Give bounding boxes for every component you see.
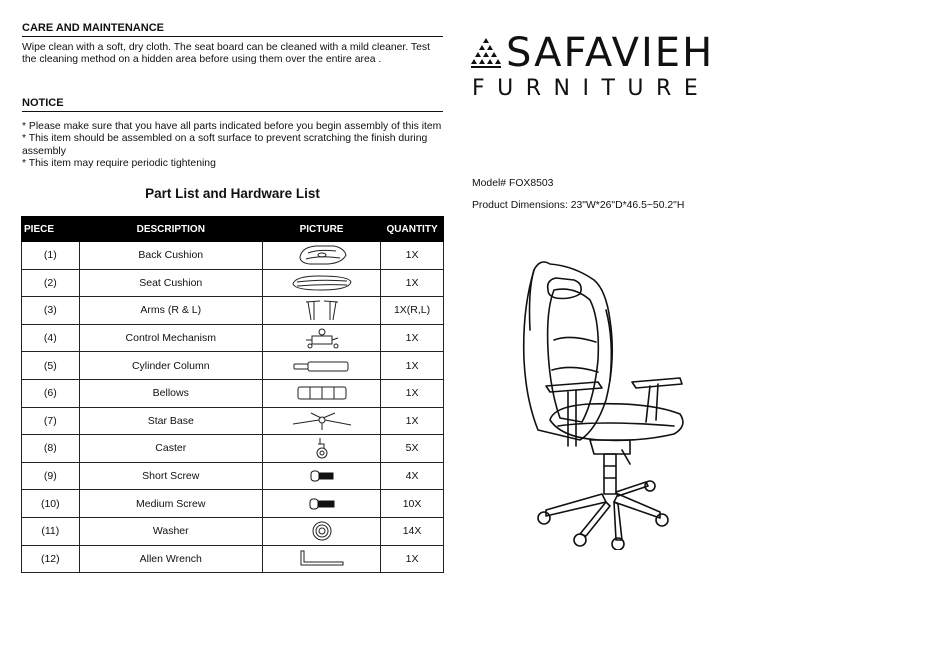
quantity-cell: 1X — [381, 242, 444, 270]
description-cell: Seat Cushion — [79, 269, 262, 297]
picture-cell — [262, 435, 380, 463]
piece-cell: (1) — [22, 242, 80, 270]
quantity-cell: 14X — [381, 517, 444, 545]
picture-cell — [262, 517, 380, 545]
quantity-cell: 1X — [381, 379, 444, 407]
allen-wrench-icon — [297, 549, 347, 569]
table-row — [22, 545, 444, 573]
medium-screw-icon — [308, 497, 336, 511]
description-cell: Caster — [79, 435, 262, 463]
quantity-cell: 1X — [381, 545, 444, 573]
piece-cell: (5) — [22, 352, 80, 380]
description-cell: Back Cushion — [79, 242, 262, 270]
table-row — [22, 269, 444, 297]
picture-cell — [262, 490, 380, 518]
piece-cell: (6) — [22, 379, 80, 407]
piece-cell: (2) — [22, 269, 80, 297]
cylinder-column-icon — [292, 358, 352, 374]
washer-icon — [310, 519, 334, 543]
brand-sub: FURNITURE — [472, 76, 711, 101]
description-cell: Cylinder Column — [79, 352, 262, 380]
piece-cell: (3) — [22, 297, 80, 325]
piece-cell: (12) — [22, 545, 80, 573]
quantity-cell: 1X — [381, 269, 444, 297]
description-cell: Arms (R & L) — [79, 297, 262, 325]
quantity-cell: 1X — [381, 352, 444, 380]
picture-cell — [262, 462, 380, 490]
header-picture: PICTURE — [262, 217, 380, 242]
table-row — [22, 517, 444, 545]
notice-item: * Please make sure that you have all parts indicated before you begin assembly of this item — [22, 121, 442, 132]
quantity-cell: 10X — [381, 490, 444, 518]
chair-illustration — [510, 250, 700, 550]
picture-cell — [262, 352, 380, 380]
table-row — [22, 379, 444, 407]
pyramid-logo-icon — [470, 36, 502, 72]
quantity-cell: 1X(R,L) — [381, 297, 444, 325]
piece-cell: (11) — [22, 517, 80, 545]
short-screw-icon — [309, 469, 335, 483]
notice-list — [22, 121, 444, 171]
header-quantity: QUANTITY — [381, 217, 444, 242]
seat-cushion-icon — [289, 272, 355, 294]
table-row — [22, 407, 444, 435]
caster-icon — [310, 436, 334, 460]
parts-table — [21, 216, 444, 573]
description-cell: Washer — [79, 517, 262, 545]
description-cell: Control Mechanism — [79, 324, 262, 352]
notice-heading: NOTICE — [22, 97, 443, 112]
piece-cell: (10) — [22, 490, 80, 518]
piece-cell: (4) — [22, 324, 80, 352]
bellows-icon — [296, 384, 348, 402]
care-heading: CARE AND MAINTENANCE — [22, 22, 443, 37]
back-cushion-icon — [292, 243, 352, 267]
description-cell: Allen Wrench — [79, 545, 262, 573]
piece-cell: (8) — [22, 435, 80, 463]
description-cell: Medium Screw — [79, 490, 262, 518]
table-row — [22, 462, 444, 490]
picture-cell — [262, 297, 380, 325]
table-row — [22, 297, 444, 325]
safavieh-logo — [470, 30, 730, 102]
arms-icon — [302, 298, 342, 322]
table-row — [22, 435, 444, 463]
header-description: DESCRIPTION — [79, 217, 262, 242]
picture-cell — [262, 379, 380, 407]
notice-item: * This item may require periodic tightening — [22, 158, 216, 170]
table-row — [22, 324, 444, 352]
quantity-cell: 1X — [381, 324, 444, 352]
brand-name: SAFAVIEH — [506, 30, 715, 76]
quantity-cell: 4X — [381, 462, 444, 490]
description-cell: Bellows — [79, 379, 262, 407]
picture-cell — [262, 269, 380, 297]
quantity-cell: 5X — [381, 435, 444, 463]
part-list-title: Part List and Hardware List — [145, 186, 320, 201]
table-row — [22, 352, 444, 380]
care-text: Wipe clean with a soft, dry cloth. The seat board can be cleaned with a mild cleaner. Test the cleaning method on a hidden area before using them over the entire area . — [22, 42, 430, 66]
picture-cell — [262, 407, 380, 435]
star-base-icon — [289, 410, 355, 432]
picture-cell — [262, 545, 380, 573]
piece-cell: (9) — [22, 462, 80, 490]
table-row — [22, 490, 444, 518]
notice-item: * This item should be assembled on a soft surface to prevent scratching the finish during assembly — [22, 133, 428, 157]
description-cell: Star Base — [79, 407, 262, 435]
quantity-cell: 1X — [381, 407, 444, 435]
table-row — [22, 242, 444, 270]
piece-cell: (7) — [22, 407, 80, 435]
model-number: Model# FOX8503 — [472, 178, 554, 189]
product-dimensions: Product Dimensions: 23"W*26"D*46.5~50.2"H — [472, 200, 685, 211]
picture-cell — [262, 324, 380, 352]
control-mechanism-icon — [302, 326, 342, 350]
description-cell: Short Screw — [79, 462, 262, 490]
picture-cell — [262, 242, 380, 270]
header-piece: PIECE — [22, 217, 80, 242]
parts-table-header — [22, 217, 444, 242]
